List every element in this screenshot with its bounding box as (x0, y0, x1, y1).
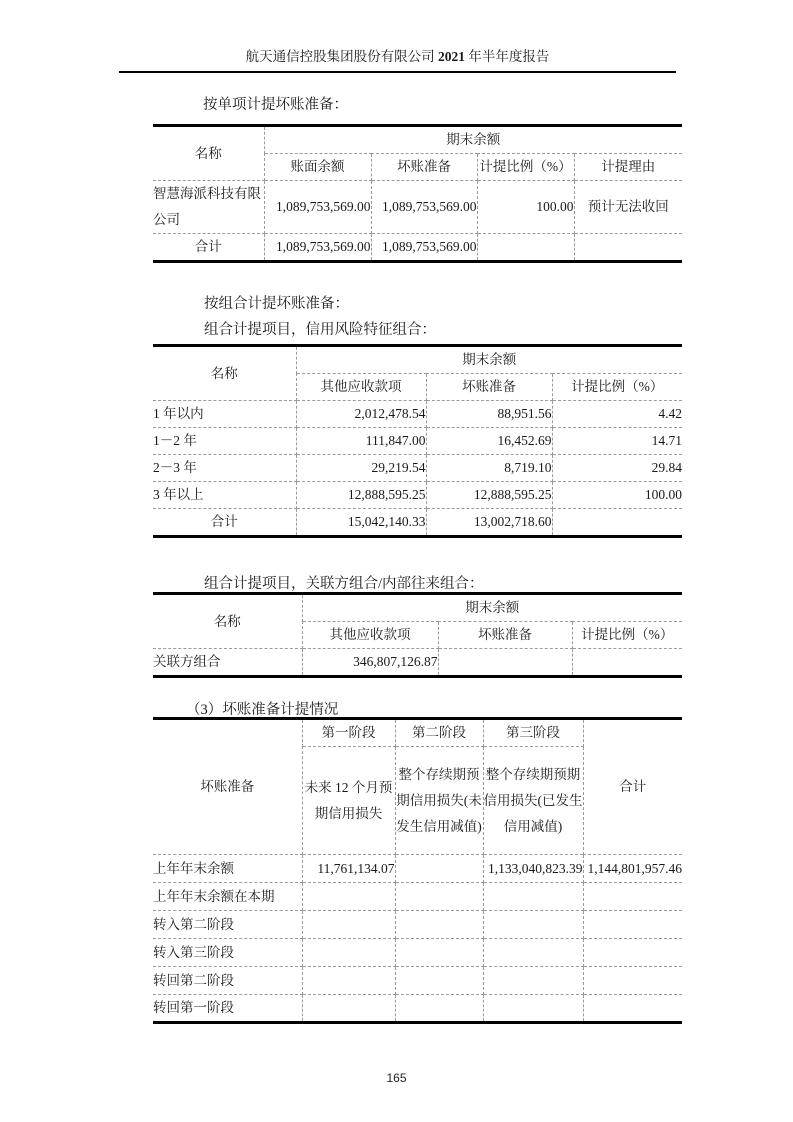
value-cell (395, 883, 483, 911)
section-label-single-provision: 按单项计提坏账准备： (203, 97, 348, 113)
col-header-other-receivables: 其他应收款项 (296, 374, 426, 401)
value-cell (395, 995, 483, 1023)
section-label-related-party-portfolio: 组合计提项目，关联方组合/内部往来组合： (204, 576, 484, 592)
value-cell: 11,761,134.07 (302, 855, 395, 883)
name-cell: 智慧海派科技有限公司 (153, 181, 264, 234)
page-number: 165 (386, 1071, 407, 1085)
value-cell (302, 939, 395, 967)
value-cell (302, 995, 395, 1023)
table-row (153, 455, 682, 482)
col-header-bad-debt: 坏账准备 (438, 622, 572, 649)
col-header-period-end-balance: 期末余额 (264, 126, 682, 154)
value-cell: 100.00 (552, 482, 682, 509)
value-cell (302, 967, 395, 995)
col-header-stage-3: 第三阶段 (483, 719, 583, 747)
value-cell: 4.42 (552, 401, 682, 428)
value-cell (395, 855, 483, 883)
report-title-prefix: 航天通信控股集团股份有限公司 (245, 49, 438, 64)
value-cell (583, 995, 682, 1023)
value-cell: 12,888,595.25 (426, 482, 552, 509)
name-cell: 1－2 年 (153, 428, 296, 455)
value-cell (477, 234, 574, 262)
value-cell: 8,719.10 (426, 455, 552, 482)
value-cell (395, 967, 483, 995)
col-header-stage-2: 第二阶段 (395, 719, 483, 747)
name-cell: 转入第二阶段 (153, 911, 302, 939)
table-header-row (153, 594, 682, 622)
value-cell: 16,452.69 (426, 428, 552, 455)
value-cell (302, 911, 395, 939)
col-header-stage-1-description: 未来 12 个月预期信用损失 (302, 747, 395, 855)
name-cell: 上年年末余额 (153, 855, 302, 883)
value-cell (572, 649, 682, 677)
value-cell: 1,089,753,569.00 (371, 181, 477, 234)
table-header-row (153, 346, 682, 374)
name-cell: 3 年以上 (153, 482, 296, 509)
col-header-total: 合计 (583, 719, 682, 855)
name-cell: 上年年末余额在本期 (153, 883, 302, 911)
col-header-period-end-balance: 期末余额 (302, 594, 682, 622)
value-cell: 1,089,753,569.00 (371, 234, 477, 262)
col-header-stage-3-description: 整个存续期预期信用损失(已发生信用减值) (483, 747, 583, 855)
col-header-ratio: 计提比例（%） (552, 374, 682, 401)
section-label-credit-risk-portfolio: 组合计提项目，信用风险特征组合： (204, 322, 436, 338)
value-cell (483, 911, 583, 939)
table-credit-risk-portfolio (153, 344, 682, 538)
table-row (153, 649, 682, 677)
value-cell (483, 995, 583, 1023)
table-row (153, 995, 682, 1023)
doc-header (119, 46, 676, 73)
value-cell: 346,807,126.87 (302, 649, 438, 677)
name-cell: 关联方组合 (153, 649, 302, 677)
col-header-name: 名称 (153, 346, 296, 401)
value-cell (583, 967, 682, 995)
value-cell: 100.00 (477, 181, 574, 234)
table-total-row (153, 234, 682, 262)
name-cell: 1 年以内 (153, 401, 296, 428)
value-cell (483, 939, 583, 967)
name-cell: 转回第二阶段 (153, 967, 302, 995)
value-cell (552, 509, 682, 537)
name-cell: 转回第一阶段 (153, 995, 302, 1023)
table-related-party-portfolio (153, 592, 682, 678)
col-header-name: 名称 (153, 594, 302, 649)
value-cell (483, 967, 583, 995)
section-label-stage-provision: （3）坏账准备计提情况 (186, 702, 339, 718)
value-cell: 1,089,753,569.00 (264, 234, 371, 262)
table-individual-provision (153, 124, 682, 263)
value-cell: 29.84 (552, 455, 682, 482)
value-cell: 1,144,801,957.46 (583, 855, 682, 883)
report-title-year: 2021 (438, 49, 465, 64)
value-cell: 预计无法收回 (574, 181, 682, 234)
table-header-row (153, 126, 682, 154)
value-cell: 13,002,718.60 (426, 509, 552, 537)
value-cell (583, 883, 682, 911)
value-cell: 111,847.00 (296, 428, 426, 455)
value-cell (438, 649, 572, 677)
value-cell: 88,951.56 (426, 401, 552, 428)
table-row (153, 967, 682, 995)
value-cell: 1,133,040,823.39 (483, 855, 583, 883)
report-title-suffix: 年半年度报告 (465, 49, 550, 64)
col-header-bad-debt: 坏账准备 (371, 154, 477, 181)
table-header-row (153, 719, 682, 747)
section-label-portfolio-provision: 按组合计提坏账准备： (204, 296, 349, 312)
table-row (153, 482, 682, 509)
table-row (153, 911, 682, 939)
value-cell: 15,042,140.33 (296, 509, 426, 537)
table-row (153, 401, 682, 428)
col-header-bad-debt: 坏账准备 (426, 374, 552, 401)
col-header-ratio: 计提比例（%） (572, 622, 682, 649)
col-header-name: 名称 (153, 126, 264, 181)
value-cell: 1,089,753,569.00 (264, 181, 371, 234)
value-cell (583, 911, 682, 939)
value-cell (583, 939, 682, 967)
value-cell (574, 234, 682, 262)
table-row (153, 855, 682, 883)
name-cell: 合计 (153, 509, 296, 537)
col-header-stage-2-description: 整个存续期预期信用损失(未发生信用减值) (395, 747, 483, 855)
col-header-other-receivables: 其他应收款项 (302, 622, 438, 649)
col-header-stage-1: 第一阶段 (302, 719, 395, 747)
value-cell (395, 911, 483, 939)
name-cell: 转入第三阶段 (153, 939, 302, 967)
value-cell: 29,219.54 (296, 455, 426, 482)
value-cell (302, 883, 395, 911)
col-header-book-balance: 账面余额 (264, 154, 371, 181)
name-cell: 合计 (153, 234, 264, 262)
col-header-period-end-balance: 期末余额 (296, 346, 682, 374)
table-row (153, 428, 682, 455)
table-total-row (153, 509, 682, 537)
table-provision-stages (153, 717, 682, 1024)
name-cell: 2－3 年 (153, 455, 296, 482)
value-cell: 12,888,595.25 (296, 482, 426, 509)
col-header-reason: 计提理由 (574, 154, 682, 181)
table-row (153, 939, 682, 967)
col-header-ratio: 计提比例（%） (477, 154, 574, 181)
table-row (153, 883, 682, 911)
col-header-bad-debt-provision: 坏账准备 (153, 719, 302, 855)
value-cell: 14.71 (552, 428, 682, 455)
value-cell: 2,012,478.54 (296, 401, 426, 428)
value-cell (483, 883, 583, 911)
value-cell (395, 939, 483, 967)
table-row (153, 181, 682, 234)
